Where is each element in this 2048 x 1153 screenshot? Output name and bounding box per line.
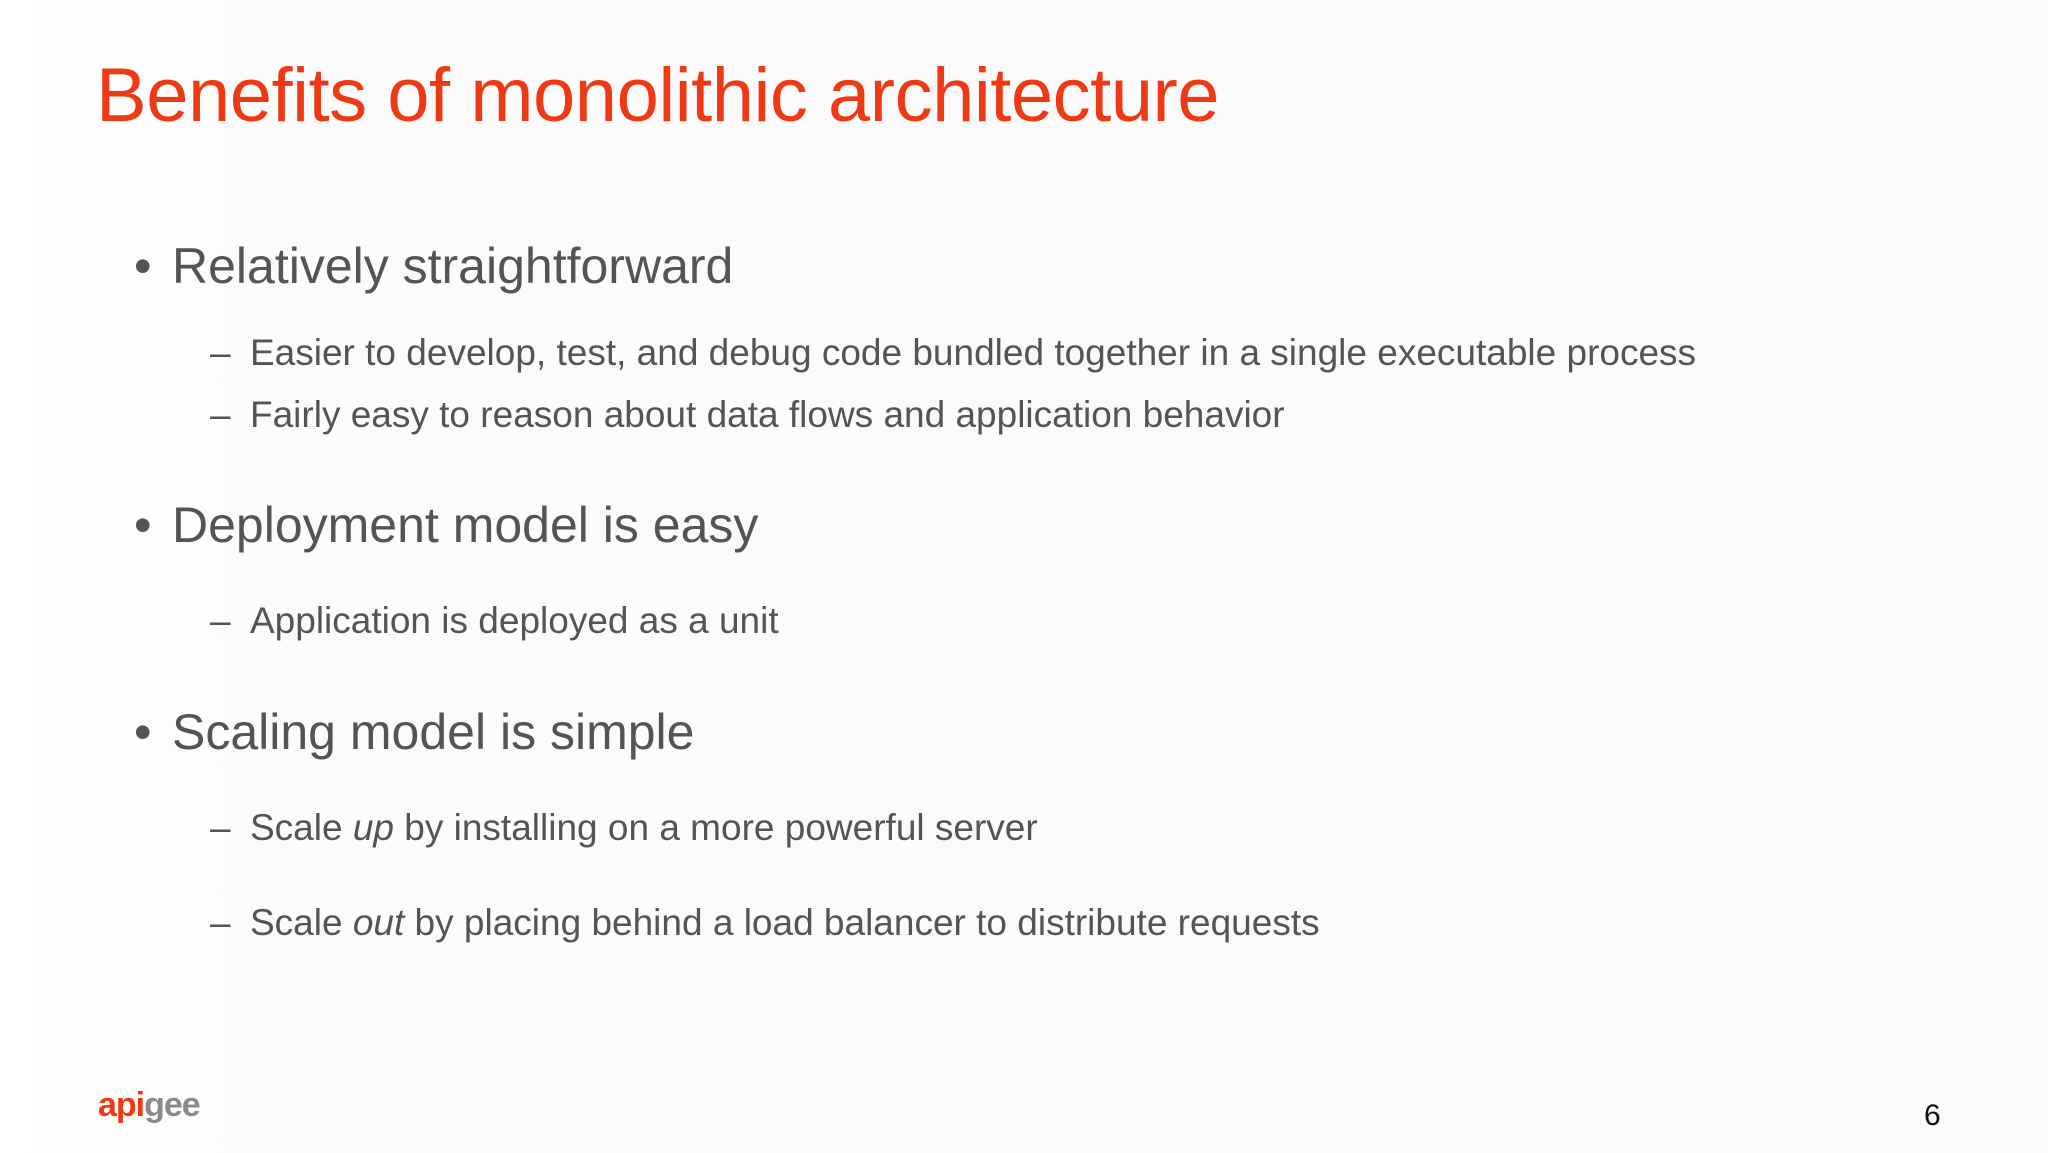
sub-bullet-text: Easier to develop, test, and debug code bundled together in a single executable process [250,332,1697,373]
bullet-text: Deployment model is easy [172,497,759,553]
sub-bullet-text-end: by installing on a more powerful server [394,807,1038,848]
bullet-dot: • [134,704,152,760]
logo-part-gee: gee [144,1086,200,1124]
sub-bullet-dash: – [210,807,231,848]
bullet-dot: • [134,238,152,294]
sub-bullet-dash: – [210,332,231,373]
apigee-logo [98,1086,200,1125]
sub-bullet-emphasis: out [352,902,405,943]
sub-bullet-text-start: Scale [250,902,353,943]
bullet-text: Scaling model is simple [172,704,695,760]
sub-bullet-dash: – [210,902,231,943]
sub-bullet-text-start: Scale [250,807,353,848]
sub-bullet-text [250,807,1038,849]
sub-bullet-text [250,902,1320,944]
sub-bullet-text: Fairly easy to reason about data flows and application behavior [250,394,1285,435]
sub-bullet-text: Application is deployed as a unit [250,600,779,641]
sub-bullet-dash: – [210,394,231,435]
sub-bullet-text-end: by placing behind a load balancer to distribute requests [404,902,1320,943]
sub-bullet-dash: – [210,600,231,641]
slide-title: Benefits of monolithic architecture [96,53,1220,138]
bullet-text: Relatively straightforward [172,238,734,294]
logo-part-api: api [98,1086,145,1124]
sub-bullet-emphasis: up [352,807,394,848]
page-number: 6 [1924,1099,1941,1132]
bullet-dot: • [134,497,152,553]
